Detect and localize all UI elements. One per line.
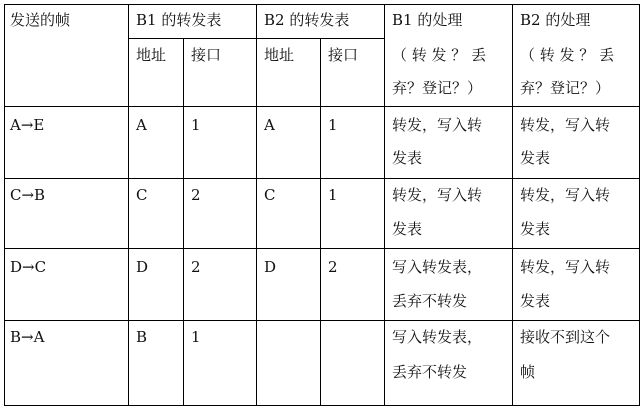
header-b2-action-hint-1: （ 转 发 ？ 丢	[520, 46, 615, 64]
header-b1-table: B1 的转发表	[136, 11, 222, 29]
cell-b2-action-line2: 发表	[520, 292, 551, 310]
rule-col6	[512, 4, 513, 406]
header-b1-addr: 地址	[136, 46, 167, 64]
rule-col4	[320, 38, 321, 406]
cell-b2-action-line2: 帧	[520, 363, 536, 381]
cell-b1-action-line1: 写入转发表，	[392, 258, 483, 276]
rule-col5	[384, 4, 385, 406]
cell-b2-action-line1: 转发，写入转	[520, 186, 611, 204]
cell-b1-action-line2: 发表	[392, 149, 423, 167]
cell-b2-port: 1	[328, 116, 338, 134]
cell-frame: C→B	[10, 186, 46, 204]
cell-b1-action-line2: 发表	[392, 220, 423, 238]
rule-col2	[183, 38, 184, 406]
cell-b2-action-line1: 转发，写入转	[520, 258, 611, 276]
rule-right	[639, 4, 640, 406]
rule-col1	[128, 4, 129, 406]
rule-col3	[256, 4, 257, 406]
header-b2-addr: 地址	[264, 46, 295, 64]
cell-b1-action-line2: 丢弃不转发	[392, 363, 468, 381]
cell-b1-action-line2: 丢弃不转发	[392, 292, 468, 310]
cell-b2-addr: C	[264, 186, 276, 204]
rule-left	[4, 4, 5, 406]
cell-b1-action-line1: 转发，写入转	[392, 116, 483, 134]
cell-b1-action-line1: 写入转发表，	[392, 328, 483, 346]
cell-b2-action-line1: 接收不到这个	[520, 328, 611, 346]
cell-b2-addr: A	[264, 116, 275, 134]
header-b1-action: B1 的处理	[392, 11, 463, 29]
cell-frame: B→A	[10, 328, 45, 346]
rule-bottom	[4, 405, 640, 406]
cell-b2-action-line2: 发表	[520, 149, 551, 167]
cell-b2-port: 1	[328, 186, 338, 204]
rule-row2-bottom	[4, 248, 640, 249]
cell-frame: A→E	[10, 116, 45, 134]
header-b1-action-hint-1: （ 转 发 ？ 丢	[392, 46, 487, 64]
rule-top	[4, 4, 640, 5]
cell-b1-port: 2	[191, 186, 201, 204]
cell-b1-addr: B	[136, 328, 148, 346]
cell-b2-port: 2	[328, 258, 338, 276]
header-b1-action-hint-2: 弃？登记？）	[392, 79, 483, 97]
cell-b2-addr: D	[264, 258, 277, 276]
header-b2-action: B2 的处理	[520, 11, 591, 29]
cell-b2-action-line1: 转发，写入转	[520, 116, 611, 134]
cell-b1-addr: C	[136, 186, 148, 204]
cell-b1-addr: D	[136, 258, 149, 276]
rule-header-bottom	[4, 106, 640, 107]
cell-b1-port: 2	[191, 258, 201, 276]
cell-b1-port: 1	[191, 328, 201, 346]
header-b2-action-hint-2: 弃？登记？）	[520, 79, 611, 97]
header-b2-port: 接口	[328, 46, 359, 64]
header-b2-table: B2 的转发表	[264, 11, 350, 29]
cell-b1-action-line1: 转发，写入转	[392, 186, 483, 204]
cell-b2-action-line2: 发表	[520, 220, 551, 238]
header-b1-port: 接口	[191, 46, 222, 64]
cell-b1-addr: A	[136, 116, 147, 134]
cell-frame: D→C	[10, 258, 47, 276]
header-frame: 发送的帧	[10, 11, 71, 29]
cell-b1-port: 1	[191, 116, 201, 134]
